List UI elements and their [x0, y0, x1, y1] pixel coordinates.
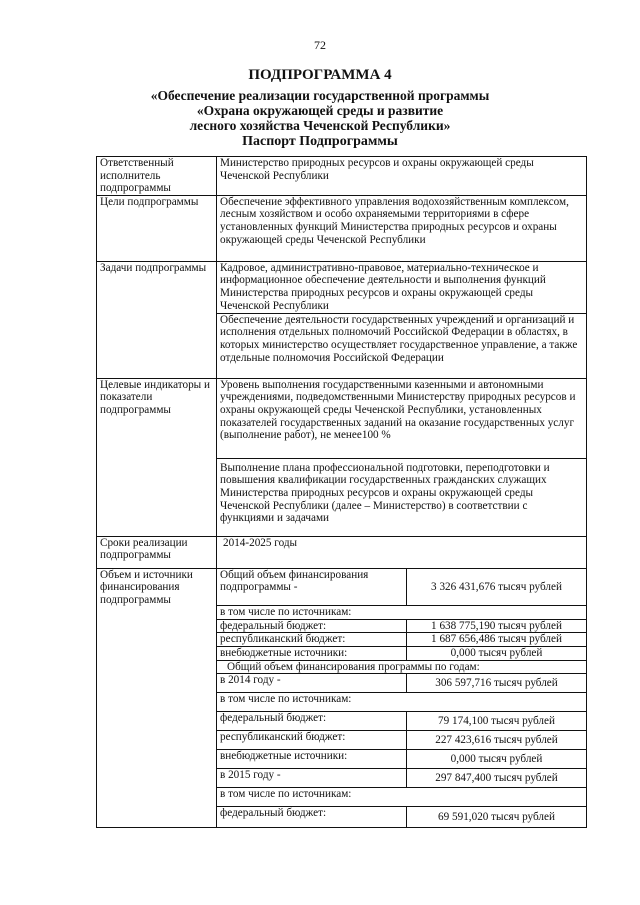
y2015-sources-label: в том числе по источникам:	[217, 788, 586, 807]
subprogram-title-line-2: «Охрана окружающей среды и развитие	[196, 103, 444, 118]
table-row	[217, 769, 586, 788]
table-row	[217, 807, 586, 827]
goals-text: Обеспечение эффективного управления водохозяйственным комплексом, лесным хозяйством и особо охраняемыми территориями в сфере установленных функций Министерства природных ресурсов и охраны окружающей среды Чеченской Республики	[217, 195, 587, 261]
y2015-label: в 2015 году -	[217, 769, 407, 788]
table-row	[217, 712, 586, 731]
table-row	[217, 606, 586, 620]
table-row	[217, 647, 586, 661]
table-row	[217, 674, 586, 693]
y2015-federal-value: 69 591,020 тысяч рублей	[407, 807, 587, 827]
document-title	[0, 66, 640, 150]
y2015-federal-label: федеральный бюджет:	[217, 807, 407, 827]
y2014-sources-label: в том числе по источникам:	[217, 693, 586, 712]
y2014-label: в 2014 году -	[217, 674, 407, 693]
tasks-label: Задачи подпрограммы	[97, 261, 217, 378]
table-row	[217, 619, 586, 633]
passport-heading: Паспорт Подпрограммы	[242, 134, 398, 149]
subprogram-title-line-1: «Обеспечение реализации государственной программы	[150, 88, 490, 103]
y2014-extra-value: 0,000 тысяч рублей	[407, 750, 587, 769]
finance-federal-value: 1 638 775,190 тысяч рублей	[407, 619, 587, 633]
table-row	[97, 261, 587, 378]
page-number: 72	[314, 38, 326, 52]
finance-label: Объем и источники финансирования подпрограммы	[97, 568, 217, 827]
table-row	[97, 157, 587, 196]
subprogram-title-line-3: лесного хозяйства Чеченской Республики»	[189, 118, 451, 133]
terms-text: 2014-2025 годы	[217, 536, 587, 568]
finance-total-value: 3 326 431,676 тысяч рублей	[407, 569, 587, 606]
y2014-value: 306 597,716 тысяч рублей	[407, 674, 587, 693]
y2014-federal-value: 79 174,100 тысяч рублей	[407, 712, 587, 731]
finance-extra-value: 0,000 тысяч рублей	[407, 647, 587, 661]
finance-federal-label: федеральный бюджет:	[217, 619, 407, 633]
finance-by-years-label: Общий объем финансирования программы по годам:	[217, 660, 586, 674]
finance-extra-label: внебюджетные источники:	[217, 647, 407, 661]
terms-label: Сроки реализации подпрограммы	[97, 536, 217, 568]
finance-sources-label: в том числе по источникам:	[217, 606, 586, 620]
y2014-republic-value: 227 423,616 тысяч рублей	[407, 731, 587, 750]
table-row	[97, 568, 587, 827]
finance-total-label: Общий объем финансирования подпрограммы -	[217, 569, 407, 606]
y2015-value: 297 847,400 тысяч рублей	[407, 769, 587, 788]
table-row	[97, 378, 587, 536]
indicator-item: Уровень выполнения государственными казенными и автономными учреждениями, подведомственными Министерству природных ресурсов и охраны окружающей среды Чеченской Республики, установленных показателей государственных заданий на оказание государственных услуг (выполнение работ), не менее100 %	[217, 379, 586, 459]
table-row	[217, 569, 586, 606]
table-row	[217, 750, 586, 769]
table-row	[217, 633, 586, 647]
task-item: Кадровое, административно-правовое, материально-техническое и информационное обеспечение деятельности и выполнения функций Министерства природных ресурсов и охраны окружающей среды Чеченской Республики	[217, 262, 586, 314]
y2014-federal-label: федеральный бюджет:	[217, 712, 407, 731]
finance-republic-label: республиканский бюджет:	[217, 633, 407, 647]
table-row	[217, 660, 586, 674]
table-row	[97, 195, 587, 261]
y2014-extra-label: внебюджетные источники:	[217, 750, 407, 769]
table-row	[217, 693, 586, 712]
goals-label: Цели подпрограммы	[97, 195, 217, 261]
y2014-republic-label: республиканский бюджет:	[217, 731, 407, 750]
finance-table	[217, 569, 586, 827]
finance-republic-value: 1 687 656,486 тысяч рублей	[407, 633, 587, 647]
indicators-label: Целевые индикаторы и показатели подпрограммы	[97, 378, 217, 536]
passport-table	[96, 156, 587, 828]
subprogram-heading: ПОДПРОГРАММА 4	[248, 67, 392, 83]
responsible-text: Министерство природных ресурсов и охраны окружающей среды Чеченской Республики	[217, 157, 587, 196]
indicator-item: Выполнение плана профессиональной подготовки, переподготовки и повышения квалификации государственных гражданских служащих Министерства природных ресурсов и охраны окружающей среды Чеченской Республики (далее – Министерство) в соответствии с функциями и задачами	[220, 461, 550, 525]
table-row	[217, 788, 586, 807]
table-row	[97, 536, 587, 568]
responsible-label: Ответственный исполнитель подпрограммы	[97, 157, 217, 196]
table-row	[217, 731, 586, 750]
task-item: Обеспечение деятельности государственных учреждений и организаций и исполнения отдельных полномочий Российской Федерации в областях, в которых министерство осуществляет государственное управление, а также отдельные полномочия Российской Федерации	[220, 313, 578, 364]
